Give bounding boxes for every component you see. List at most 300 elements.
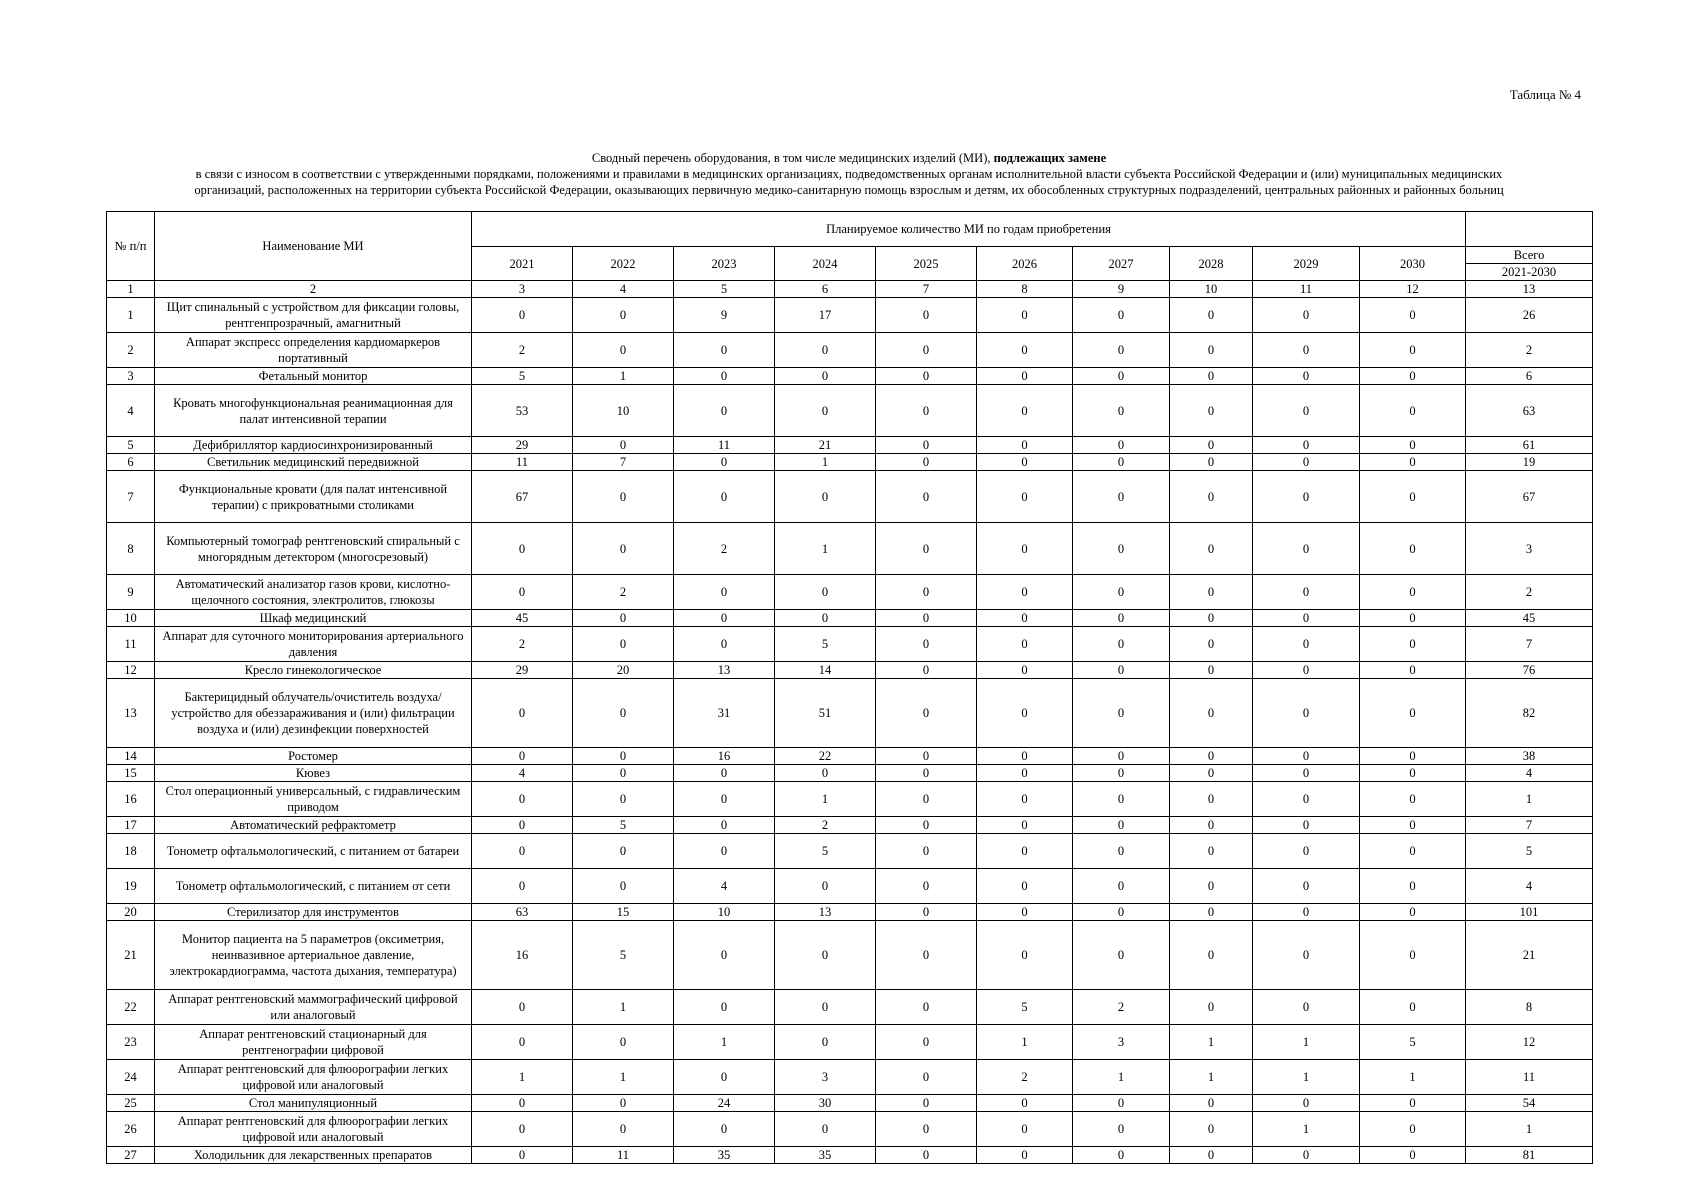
year-quantity: 0 xyxy=(1360,1147,1466,1164)
item-name: Аппарат рентгеновский маммографический цифровой или аналоговый xyxy=(155,990,472,1025)
year-quantity: 0 xyxy=(1253,523,1360,575)
year-quantity: 0 xyxy=(674,765,775,782)
year-quantity: 0 xyxy=(1253,471,1360,523)
year-quantity: 1 xyxy=(573,990,674,1025)
year-quantity: 0 xyxy=(876,1112,977,1147)
year-quantity: 0 xyxy=(876,869,977,904)
year-quantity: 0 xyxy=(977,575,1073,610)
year-quantity: 0 xyxy=(472,834,573,869)
year-quantity: 0 xyxy=(977,454,1073,471)
header-year: 2023 xyxy=(674,247,775,281)
table-row xyxy=(107,368,1593,385)
year-quantity: 11 xyxy=(674,437,775,454)
year-quantity: 0 xyxy=(1170,765,1253,782)
year-quantity: 0 xyxy=(775,921,876,990)
year-quantity: 0 xyxy=(1360,904,1466,921)
item-name: Автоматический рефрактометр xyxy=(155,817,472,834)
year-quantity: 0 xyxy=(1360,333,1466,368)
year-quantity: 0 xyxy=(674,333,775,368)
item-name: Дефибриллятор кардиосинхронизированный xyxy=(155,437,472,454)
header-year: 2025 xyxy=(876,247,977,281)
year-quantity: 0 xyxy=(775,765,876,782)
year-quantity: 0 xyxy=(977,385,1073,437)
year-quantity: 0 xyxy=(977,662,1073,679)
year-quantity: 0 xyxy=(1170,1147,1253,1164)
row-total: 11 xyxy=(1466,1060,1593,1095)
year-quantity: 0 xyxy=(876,782,977,817)
year-quantity: 0 xyxy=(876,627,977,662)
year-quantity: 0 xyxy=(1360,817,1466,834)
year-quantity: 0 xyxy=(472,990,573,1025)
year-quantity: 5 xyxy=(775,834,876,869)
year-quantity: 0 xyxy=(977,437,1073,454)
year-quantity: 0 xyxy=(876,834,977,869)
year-quantity: 0 xyxy=(1360,437,1466,454)
year-quantity: 0 xyxy=(1073,679,1170,748)
row-number: 15 xyxy=(107,765,155,782)
year-quantity: 22 xyxy=(775,748,876,765)
year-quantity: 0 xyxy=(1073,523,1170,575)
table-row xyxy=(107,627,1593,662)
row-total: 82 xyxy=(1466,679,1593,748)
row-total: 7 xyxy=(1466,627,1593,662)
year-quantity: 0 xyxy=(1170,990,1253,1025)
row-number: 21 xyxy=(107,921,155,990)
year-quantity: 0 xyxy=(775,368,876,385)
year-quantity: 0 xyxy=(1253,610,1360,627)
year-quantity: 24 xyxy=(674,1095,775,1112)
row-number: 18 xyxy=(107,834,155,869)
year-quantity: 1 xyxy=(674,1025,775,1060)
year-quantity: 1 xyxy=(472,1060,573,1095)
item-name: Монитор пациента на 5 параметров (оксиметрия, неинвазивное артериальное давление, электрокардиограмма, частота дыхания, температура) xyxy=(155,921,472,990)
header-total-top xyxy=(1466,212,1593,247)
item-name: Компьютерный томограф рентгеновский спиральный с многорядным детектором (многосрезовый) xyxy=(155,523,472,575)
table-row xyxy=(107,765,1593,782)
year-quantity: 1 xyxy=(573,1060,674,1095)
item-name: Кресло гинекологическое xyxy=(155,662,472,679)
year-quantity: 29 xyxy=(472,662,573,679)
row-number: 13 xyxy=(107,679,155,748)
year-quantity: 0 xyxy=(573,627,674,662)
year-quantity: 0 xyxy=(573,298,674,333)
row-number: 7 xyxy=(107,471,155,523)
year-quantity: 0 xyxy=(977,869,1073,904)
year-quantity: 29 xyxy=(472,437,573,454)
year-quantity: 0 xyxy=(1170,679,1253,748)
year-quantity: 0 xyxy=(775,471,876,523)
year-quantity: 2 xyxy=(472,333,573,368)
year-quantity: 0 xyxy=(876,904,977,921)
column-number: 3 xyxy=(472,281,573,298)
header-year: 2029 xyxy=(1253,247,1360,281)
year-quantity: 0 xyxy=(1253,454,1360,471)
year-quantity: 11 xyxy=(472,454,573,471)
year-quantity: 1 xyxy=(1360,1060,1466,1095)
year-quantity: 0 xyxy=(674,368,775,385)
year-quantity: 0 xyxy=(1360,298,1466,333)
year-quantity: 0 xyxy=(1253,817,1360,834)
year-quantity: 0 xyxy=(1253,298,1360,333)
year-quantity: 0 xyxy=(876,471,977,523)
year-quantity: 0 xyxy=(1360,627,1466,662)
header-total: Всего xyxy=(1466,247,1593,264)
table-row xyxy=(107,471,1593,523)
column-number: 2 xyxy=(155,281,472,298)
year-quantity: 35 xyxy=(674,1147,775,1164)
year-quantity: 0 xyxy=(1170,782,1253,817)
header-name: Наименование МИ xyxy=(155,212,472,281)
year-quantity: 0 xyxy=(1253,1147,1360,1164)
year-quantity: 0 xyxy=(1253,368,1360,385)
year-quantity: 0 xyxy=(876,748,977,765)
year-quantity: 0 xyxy=(674,454,775,471)
year-quantity: 30 xyxy=(775,1095,876,1112)
row-number: 20 xyxy=(107,904,155,921)
year-quantity: 0 xyxy=(1073,627,1170,662)
year-quantity: 0 xyxy=(977,834,1073,869)
year-quantity: 5 xyxy=(573,817,674,834)
header-total-range: 2021-2030 xyxy=(1466,264,1593,281)
row-total: 67 xyxy=(1466,471,1593,523)
year-quantity: 3 xyxy=(1073,1025,1170,1060)
row-number: 6 xyxy=(107,454,155,471)
year-quantity: 1 xyxy=(775,782,876,817)
year-quantity: 5 xyxy=(977,990,1073,1025)
year-quantity: 0 xyxy=(977,921,1073,990)
year-quantity: 0 xyxy=(573,834,674,869)
year-quantity: 0 xyxy=(1253,834,1360,869)
column-number: 7 xyxy=(876,281,977,298)
row-total: 76 xyxy=(1466,662,1593,679)
year-quantity: 0 xyxy=(876,1095,977,1112)
item-name: Шкаф медицинский xyxy=(155,610,472,627)
year-quantity: 1 xyxy=(1253,1025,1360,1060)
table-row xyxy=(107,437,1593,454)
year-quantity: 0 xyxy=(1170,662,1253,679)
year-quantity: 0 xyxy=(775,385,876,437)
year-quantity: 51 xyxy=(775,679,876,748)
year-quantity: 21 xyxy=(775,437,876,454)
year-quantity: 0 xyxy=(1073,782,1170,817)
year-quantity: 9 xyxy=(674,298,775,333)
year-quantity: 1 xyxy=(1073,1060,1170,1095)
item-name: Фетальный монитор xyxy=(155,368,472,385)
year-quantity: 0 xyxy=(977,368,1073,385)
year-quantity: 0 xyxy=(876,368,977,385)
table-row xyxy=(107,869,1593,904)
year-quantity: 0 xyxy=(1170,523,1253,575)
column-number: 5 xyxy=(674,281,775,298)
year-quantity: 0 xyxy=(1073,921,1170,990)
year-quantity: 0 xyxy=(977,1147,1073,1164)
item-name: Аппарат рентгеновский для флюорографии легких цифровой или аналоговый xyxy=(155,1060,472,1095)
year-quantity: 0 xyxy=(472,1112,573,1147)
row-total: 7 xyxy=(1466,817,1593,834)
equipment-table xyxy=(106,211,1593,1164)
column-number: 9 xyxy=(1073,281,1170,298)
row-total: 8 xyxy=(1466,990,1593,1025)
year-quantity: 0 xyxy=(1360,782,1466,817)
year-quantity: 0 xyxy=(1253,904,1360,921)
table-row xyxy=(107,1025,1593,1060)
year-quantity: 0 xyxy=(1360,921,1466,990)
row-total: 63 xyxy=(1466,385,1593,437)
row-total: 1 xyxy=(1466,1112,1593,1147)
table-row xyxy=(107,748,1593,765)
year-quantity: 13 xyxy=(775,904,876,921)
year-quantity: 0 xyxy=(977,817,1073,834)
year-quantity: 0 xyxy=(472,1095,573,1112)
row-number: 19 xyxy=(107,869,155,904)
year-quantity: 0 xyxy=(775,869,876,904)
year-quantity: 0 xyxy=(1073,454,1170,471)
row-total: 6 xyxy=(1466,368,1593,385)
year-quantity: 3 xyxy=(775,1060,876,1095)
year-quantity: 0 xyxy=(1170,437,1253,454)
row-number: 11 xyxy=(107,627,155,662)
row-number: 16 xyxy=(107,782,155,817)
year-quantity: 2 xyxy=(1073,990,1170,1025)
row-total: 101 xyxy=(1466,904,1593,921)
year-quantity: 0 xyxy=(1360,1095,1466,1112)
item-name: Ростомер xyxy=(155,748,472,765)
year-quantity: 0 xyxy=(1360,575,1466,610)
row-total: 2 xyxy=(1466,575,1593,610)
year-quantity: 0 xyxy=(1073,368,1170,385)
year-quantity: 20 xyxy=(573,662,674,679)
year-quantity: 0 xyxy=(876,523,977,575)
table-row xyxy=(107,990,1593,1025)
year-quantity: 0 xyxy=(1360,385,1466,437)
table-row xyxy=(107,454,1593,471)
year-quantity: 0 xyxy=(876,454,977,471)
year-quantity: 0 xyxy=(573,869,674,904)
year-quantity: 5 xyxy=(573,921,674,990)
year-quantity: 5 xyxy=(1360,1025,1466,1060)
table-row xyxy=(107,610,1593,627)
year-quantity: 0 xyxy=(674,817,775,834)
row-number: 17 xyxy=(107,817,155,834)
year-quantity: 0 xyxy=(775,990,876,1025)
year-quantity: 0 xyxy=(674,834,775,869)
year-quantity: 1 xyxy=(775,454,876,471)
year-quantity: 5 xyxy=(472,368,573,385)
year-quantity: 13 xyxy=(674,662,775,679)
year-quantity: 0 xyxy=(1073,748,1170,765)
year-quantity: 0 xyxy=(977,765,1073,782)
header-planned: Планируемое количество МИ по годам приобретения xyxy=(472,212,1466,247)
header-year: 2021 xyxy=(472,247,573,281)
year-quantity: 0 xyxy=(1360,662,1466,679)
year-quantity: 0 xyxy=(1360,869,1466,904)
year-quantity: 0 xyxy=(1253,765,1360,782)
year-quantity: 0 xyxy=(1170,904,1253,921)
header-year: 2028 xyxy=(1170,247,1253,281)
year-quantity: 11 xyxy=(573,1147,674,1164)
year-quantity: 0 xyxy=(472,523,573,575)
year-quantity: 0 xyxy=(472,679,573,748)
title-line-2: в связи с износом в соответствии с утвержденными порядками, положениями и правилами в медицинских организациях, подведомственных органам исполнительной власти субъекта Российской Федерации и (или) муниципальных медицинских xyxy=(195,167,1503,181)
column-number: 4 xyxy=(573,281,674,298)
year-quantity: 16 xyxy=(472,921,573,990)
item-name: Холодильник для лекарственных препаратов xyxy=(155,1147,472,1164)
year-quantity: 14 xyxy=(775,662,876,679)
year-quantity: 0 xyxy=(876,437,977,454)
column-number: 1 xyxy=(107,281,155,298)
row-total: 5 xyxy=(1466,834,1593,869)
year-quantity: 0 xyxy=(1170,627,1253,662)
year-quantity: 0 xyxy=(674,990,775,1025)
year-quantity: 1 xyxy=(775,523,876,575)
table-row xyxy=(107,298,1593,333)
year-quantity: 0 xyxy=(977,333,1073,368)
row-number: 23 xyxy=(107,1025,155,1060)
row-total: 12 xyxy=(1466,1025,1593,1060)
year-quantity: 0 xyxy=(1073,333,1170,368)
year-quantity: 0 xyxy=(1360,679,1466,748)
year-quantity: 2 xyxy=(573,575,674,610)
year-quantity: 0 xyxy=(472,1147,573,1164)
year-quantity: 0 xyxy=(674,575,775,610)
year-quantity: 2 xyxy=(674,523,775,575)
year-quantity: 0 xyxy=(1170,817,1253,834)
year-quantity: 0 xyxy=(775,1025,876,1060)
year-quantity: 0 xyxy=(977,471,1073,523)
item-name: Стол операционный универсальный, с гидравлическим приводом xyxy=(155,782,472,817)
item-name: Бактерицидный облучатель/очиститель воздуха/устройство для обеззараживания и (или) фильтрации воздуха и (или) дезинфекции поверхностей xyxy=(155,679,472,748)
item-name: Щит спинальный с устройством для фиксации головы, рентгенпрозрачный, амагнитный xyxy=(155,298,472,333)
column-number: 11 xyxy=(1253,281,1360,298)
item-name: Аппарат для суточного мониторирования артериального давления xyxy=(155,627,472,662)
year-quantity: 0 xyxy=(1360,471,1466,523)
year-quantity: 1 xyxy=(573,368,674,385)
year-quantity: 0 xyxy=(1170,471,1253,523)
year-quantity: 0 xyxy=(1360,834,1466,869)
year-quantity: 0 xyxy=(1360,368,1466,385)
year-quantity: 45 xyxy=(472,610,573,627)
item-name: Кювез xyxy=(155,765,472,782)
year-quantity: 0 xyxy=(472,817,573,834)
year-quantity: 0 xyxy=(1170,333,1253,368)
year-quantity: 0 xyxy=(977,904,1073,921)
year-quantity: 0 xyxy=(876,679,977,748)
table-row xyxy=(107,1095,1593,1112)
year-quantity: 63 xyxy=(472,904,573,921)
year-quantity: 0 xyxy=(472,748,573,765)
year-quantity: 0 xyxy=(1253,782,1360,817)
year-quantity: 1 xyxy=(1170,1025,1253,1060)
year-quantity: 0 xyxy=(573,1025,674,1060)
year-quantity: 0 xyxy=(1170,1112,1253,1147)
year-quantity: 0 xyxy=(1073,904,1170,921)
year-quantity: 31 xyxy=(674,679,775,748)
row-total: 54 xyxy=(1466,1095,1593,1112)
table-row xyxy=(107,679,1593,748)
year-quantity: 0 xyxy=(1170,748,1253,765)
table-row xyxy=(107,662,1593,679)
year-quantity: 1 xyxy=(1170,1060,1253,1095)
year-quantity: 0 xyxy=(573,523,674,575)
row-number: 25 xyxy=(107,1095,155,1112)
year-quantity: 0 xyxy=(674,1112,775,1147)
row-number: 4 xyxy=(107,385,155,437)
year-quantity: 0 xyxy=(1073,471,1170,523)
year-quantity: 0 xyxy=(876,1147,977,1164)
table-row xyxy=(107,1112,1593,1147)
year-quantity: 0 xyxy=(1253,869,1360,904)
row-number: 10 xyxy=(107,610,155,627)
row-number: 2 xyxy=(107,333,155,368)
year-quantity: 0 xyxy=(1170,298,1253,333)
year-quantity: 0 xyxy=(472,869,573,904)
item-name: Кровать многофункциональная реанимационная для палат интенсивной терапии xyxy=(155,385,472,437)
year-quantity: 0 xyxy=(876,662,977,679)
row-total: 1 xyxy=(1466,782,1593,817)
title-line-3: организаций, расположенных на территории субъекта Российской Федерации, оказывающих первичную медико-санитарную помощь взрослым и детям, их обособленных структурных подразделений, центральных районных и районных больниц xyxy=(194,183,1504,197)
year-quantity: 0 xyxy=(1073,834,1170,869)
year-quantity: 0 xyxy=(1253,748,1360,765)
year-quantity: 0 xyxy=(977,782,1073,817)
year-quantity: 0 xyxy=(876,765,977,782)
year-quantity: 0 xyxy=(876,990,977,1025)
year-quantity: 0 xyxy=(472,782,573,817)
row-total: 61 xyxy=(1466,437,1593,454)
column-number: 10 xyxy=(1170,281,1253,298)
year-quantity: 2 xyxy=(775,817,876,834)
row-total: 38 xyxy=(1466,748,1593,765)
year-quantity: 0 xyxy=(1073,817,1170,834)
year-quantity: 0 xyxy=(1073,575,1170,610)
item-name: Аппарат экспресс определения кардиомаркеров портативный xyxy=(155,333,472,368)
year-quantity: 0 xyxy=(1073,869,1170,904)
year-quantity: 0 xyxy=(775,1112,876,1147)
year-quantity: 0 xyxy=(1253,333,1360,368)
year-quantity: 0 xyxy=(1360,454,1466,471)
year-quantity: 17 xyxy=(775,298,876,333)
year-quantity: 0 xyxy=(1073,298,1170,333)
year-quantity: 2 xyxy=(977,1060,1073,1095)
year-quantity: 0 xyxy=(1360,748,1466,765)
year-quantity: 0 xyxy=(1073,437,1170,454)
year-quantity: 0 xyxy=(573,471,674,523)
year-quantity: 0 xyxy=(1073,385,1170,437)
table-row xyxy=(107,921,1593,990)
item-name: Стол манипуляционный xyxy=(155,1095,472,1112)
year-quantity: 4 xyxy=(674,869,775,904)
table-row xyxy=(107,575,1593,610)
row-total: 2 xyxy=(1466,333,1593,368)
row-number: 1 xyxy=(107,298,155,333)
row-number: 24 xyxy=(107,1060,155,1095)
year-quantity: 0 xyxy=(1253,575,1360,610)
table-row xyxy=(107,333,1593,368)
year-quantity: 0 xyxy=(674,1060,775,1095)
year-quantity: 0 xyxy=(977,610,1073,627)
header-year: 2024 xyxy=(775,247,876,281)
year-quantity: 2 xyxy=(472,627,573,662)
row-number: 9 xyxy=(107,575,155,610)
year-quantity: 0 xyxy=(573,782,674,817)
year-quantity: 0 xyxy=(1170,921,1253,990)
year-quantity: 53 xyxy=(472,385,573,437)
year-quantity: 0 xyxy=(472,298,573,333)
year-quantity: 1 xyxy=(1253,1060,1360,1095)
year-quantity: 0 xyxy=(1253,437,1360,454)
year-quantity: 0 xyxy=(977,748,1073,765)
year-quantity: 0 xyxy=(1170,368,1253,385)
table-body xyxy=(107,298,1593,1164)
